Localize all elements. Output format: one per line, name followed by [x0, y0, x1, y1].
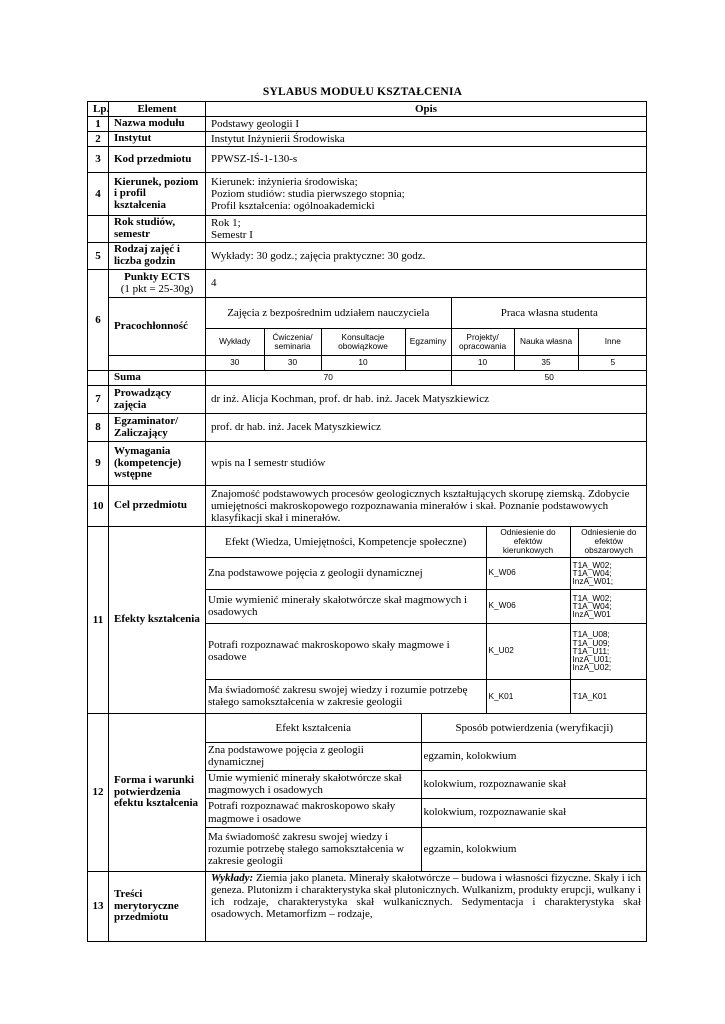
row-label: Kod przedmiotu: [109, 147, 206, 173]
row-year-semester: [88, 216, 647, 243]
ects-sub-label: (1 pkt = 25-30g): [120, 282, 194, 295]
ects-value: 4: [206, 270, 647, 298]
row-number: 8: [88, 414, 109, 442]
row-value: [206, 872, 647, 942]
row-label: [109, 356, 206, 371]
row-value: Znajomość podstawowych procesów geologicznych kształtujących skorupę ziemską. Zdobycie umiejętności makroskopowego rozpoznawania minerałów i skał. Poznanie podstawowych klasyfikacji skał i minerałów.: [206, 486, 647, 527]
row-module-name: [88, 117, 647, 132]
outcome-area-codes: [570, 623, 647, 679]
outcomes-grid: [206, 527, 647, 714]
outcomes-col-area: Odniesienie do efektów obszarowych: [570, 527, 647, 557]
workload-col-label: Inne: [578, 328, 647, 355]
row-number: 13: [88, 872, 109, 942]
row-number: 5: [88, 243, 109, 270]
workload-hours-cell: [405, 356, 451, 370]
row-number: 6: [88, 270, 109, 371]
row-label: Prowadzący zajęcia: [109, 386, 206, 414]
workload-col-label: Ćwiczenia/ seminaria: [264, 328, 321, 355]
verification-col-method: Sposób potwierdzenia (weryfikacji): [421, 714, 647, 742]
row-class-types: [88, 243, 647, 270]
row-learning-outcomes: [88, 527, 647, 714]
row-label: Treści merytoryczne przedmiotu: [109, 872, 206, 942]
sum-contact-hours: 70: [206, 371, 451, 385]
row-label: Instytut: [109, 132, 206, 147]
area-code: InzA_W01: [572, 609, 611, 620]
workload-grid: [206, 298, 647, 356]
row-label: Rodzaj zajęć i liczba godzin: [109, 243, 206, 270]
verification-grid: [206, 714, 647, 872]
row-label: Cel przedmiotu: [109, 486, 206, 527]
row-number: [88, 216, 109, 243]
outcome-effect: Zna podstawowe pojęcia z geologii dynamicznej: [206, 557, 486, 589]
outcome-direction-code: K_U02: [486, 623, 570, 679]
outcome-effect: Potrafi rozpoznawać makroskopowo skały magmowe i osadowe: [206, 623, 486, 679]
row-course-goal: [88, 486, 647, 527]
workload-hours-cell: 10: [321, 356, 405, 370]
row-label: Suma: [109, 371, 206, 386]
row-number: 4: [88, 173, 109, 216]
verification-row: [206, 770, 647, 798]
workload-hours-cell: 30: [206, 356, 264, 370]
outcomes-col-effect: Efekt (Wiedza, Umiejętności, Kompetencje społeczne): [206, 527, 486, 557]
row-course-code: [88, 147, 647, 173]
own-work-group: Praca własna studenta: [451, 298, 647, 328]
row-number: 10: [88, 486, 109, 527]
workload-hours-cell: 30: [264, 356, 321, 370]
row-label: Wymagania (kompetencje) wstępne: [109, 442, 206, 486]
header-lp: Lp.: [88, 102, 109, 117]
row-number: 1: [88, 117, 109, 132]
area-code: T1A_U08;: [572, 629, 610, 640]
area-code: InzA_W01;: [572, 576, 614, 587]
row-workload-hours: [88, 356, 647, 371]
row-ects: [88, 270, 647, 298]
outcome-area-codes: [570, 557, 647, 589]
year-line: Rok 1;: [211, 216, 241, 229]
outcome-area-codes: [570, 679, 647, 713]
outcome-area-codes: [570, 589, 647, 623]
area-code: T1A_W02;: [572, 592, 612, 603]
row-value: Wykłady: 30 godz.; zajęcia praktyczne: 30 godz.: [206, 243, 647, 270]
area-code: T1A_W02;: [572, 559, 612, 570]
verification-row: [206, 798, 647, 827]
row-label: [109, 270, 206, 298]
workload-col-label: Projekty/ opracowania: [451, 328, 514, 355]
verification-effect: Potrafi rozpoznawać makroskopowo skały magmowe i osadowe: [206, 798, 421, 827]
row-label: Forma i warunki potwierdzenia efektu kształcenia: [109, 714, 206, 872]
header-element: Element: [109, 102, 206, 117]
row-number: 3: [88, 147, 109, 173]
sum-table: [206, 371, 647, 385]
outcome-effect: Ma świadomość zakresu swojej wiedzy i rozumie potrzebę stałego samokształcenia w zakresie geologii: [206, 679, 486, 713]
verification-effect: Zna podstawowe pojęcia z geologii dynamicznej: [206, 742, 421, 770]
area-code: InzA_U02;: [572, 662, 612, 673]
workload-col-label: Egzaminy: [405, 328, 451, 355]
row-value: PPWSZ-IŚ-1-130-s: [206, 147, 647, 173]
content-lead: Wykłady:: [211, 872, 254, 884]
field-line: Kierunek: inżynieria środowiska;: [211, 175, 358, 188]
outcome-effect: Umie wymienić minerały skałotwórcze skał magmowych i osadowych: [206, 589, 486, 623]
document-title: SYLABUS MODUŁU KSZTAŁCENIA: [262, 86, 463, 98]
row-examiner: [88, 414, 647, 442]
content-text: Ziemia jako planeta. Minerały skałotwórcze – budowa i własności fizyczne. Skały i ich geneza. Plutonizm i charakterystyka skał plutonicznych. Wulkanizm, produkty erupcji, wulkany i ich rodzaje, charakterystyka skał wulkanicznych. Sedymentacja i charakterystyka skał osadowych. Metamorfizm – rodzaje,: [211, 872, 641, 921]
workload-hours-grid: [206, 356, 647, 371]
row-label: Efekty kształcenia: [109, 527, 206, 714]
header-opis: Opis: [206, 102, 647, 117]
area-code: InzA_U01;: [572, 654, 612, 665]
verification-col-effect: Efekt kształcenia: [206, 714, 421, 742]
row-lecturers: [88, 386, 647, 414]
profile-line: Profil kształcenia: ogólnoakademicki: [211, 200, 375, 213]
level-line: Poziom studiów: studia pierwszego stopnia;: [211, 187, 405, 200]
sum-own-work: 50: [451, 371, 647, 385]
row-number: [88, 371, 109, 386]
verification-method: egzamin, kolokwium: [421, 742, 647, 770]
workload-hours-cell: 10: [451, 356, 514, 370]
verification-effect: Umie wymienić minerały skałotwórcze skał magmowych i osadowych: [206, 770, 421, 798]
row-institute: [88, 132, 647, 147]
contact-hours-group: Zajęcia z bezpośrednim udziałem nauczyciela: [206, 298, 451, 328]
row-value: wpis na I semestr studiów: [206, 442, 647, 486]
verification-table: [206, 714, 647, 871]
outcomes-table: [206, 527, 647, 713]
area-code: T1A_K01: [572, 690, 608, 701]
outcome-direction-code: K_W06: [486, 589, 570, 623]
outcome-direction-code: K_W06: [486, 557, 570, 589]
verification-effect: Ma świadomość zakresu swojej wiedzy i rozumie potrzebę stałego samokształcenia w zakresie geologii: [206, 827, 421, 871]
area-code: T1A_W04;: [572, 567, 612, 578]
workload-col-label: Wykłady: [206, 328, 264, 355]
row-number: 9: [88, 442, 109, 486]
outcome-row: [206, 589, 647, 623]
verification-method: kolokwium, rozpoznawanie skał: [421, 770, 647, 798]
row-label: Rok studiów, semestr: [109, 216, 206, 243]
row-sum: [88, 371, 647, 386]
verification-method: egzamin, kolokwium: [421, 827, 647, 871]
row-workload: [88, 298, 647, 356]
area-code: T1A_U11;: [572, 645, 610, 656]
row-number: 12: [88, 714, 109, 872]
row-number: 2: [88, 132, 109, 147]
outcome-direction-code: K_K01: [486, 679, 570, 713]
verification-row: [206, 827, 647, 871]
outcome-row: [206, 679, 647, 713]
area-code: T1A_U09;: [572, 637, 610, 648]
row-value: prof. dr hab. inż. Jacek Matyszkiewicz: [206, 414, 647, 442]
verification-row: [206, 742, 647, 770]
row-value: [206, 173, 647, 216]
workload-hours-cell: 5: [578, 356, 647, 370]
outcome-row: [206, 557, 647, 589]
verification-method: kolokwium, rozpoznawanie skał: [421, 798, 647, 827]
row-value: Instytut Inżynierii Środowiska: [206, 132, 647, 147]
row-course-content: [88, 872, 647, 942]
workload-hours-table: [206, 356, 647, 370]
row-field-of-study: [88, 173, 647, 216]
row-label: Kierunek, poziom i profil kształcenia: [109, 173, 206, 216]
semester-line: Semestr I: [211, 229, 253, 241]
row-number: 7: [88, 386, 109, 414]
row-label: Egzaminator/ Zaliczający: [109, 414, 206, 442]
row-label: Pracochłonność: [109, 298, 206, 356]
workload-hours-cell: 35: [514, 356, 578, 370]
row-verification: [88, 714, 647, 872]
row-number: 11: [88, 527, 109, 714]
outcome-row: [206, 623, 647, 679]
sum-grid: [206, 371, 647, 386]
workload-col-label: Konsultacje obowiązkowe: [321, 328, 405, 355]
ects-label: Punkty ECTS: [124, 270, 190, 283]
outcomes-col-direction: Odniesienie do efektów kierunkowych: [486, 527, 570, 557]
row-value: [206, 216, 647, 243]
workload-col-label: Nauka własna: [514, 328, 578, 355]
row-label: Nazwa modułu: [109, 117, 206, 132]
area-code: T1A_W04;: [572, 600, 612, 611]
row-prerequisites: [88, 442, 647, 486]
workload-table: [206, 298, 647, 355]
row-value: Podstawy geologii I: [206, 117, 647, 132]
row-value: dr inż. Alicja Kochman, prof. dr hab. inż. Jacek Matyszkiewicz: [206, 386, 647, 414]
table-header-row: [88, 102, 647, 117]
syllabus-table: [87, 101, 647, 942]
